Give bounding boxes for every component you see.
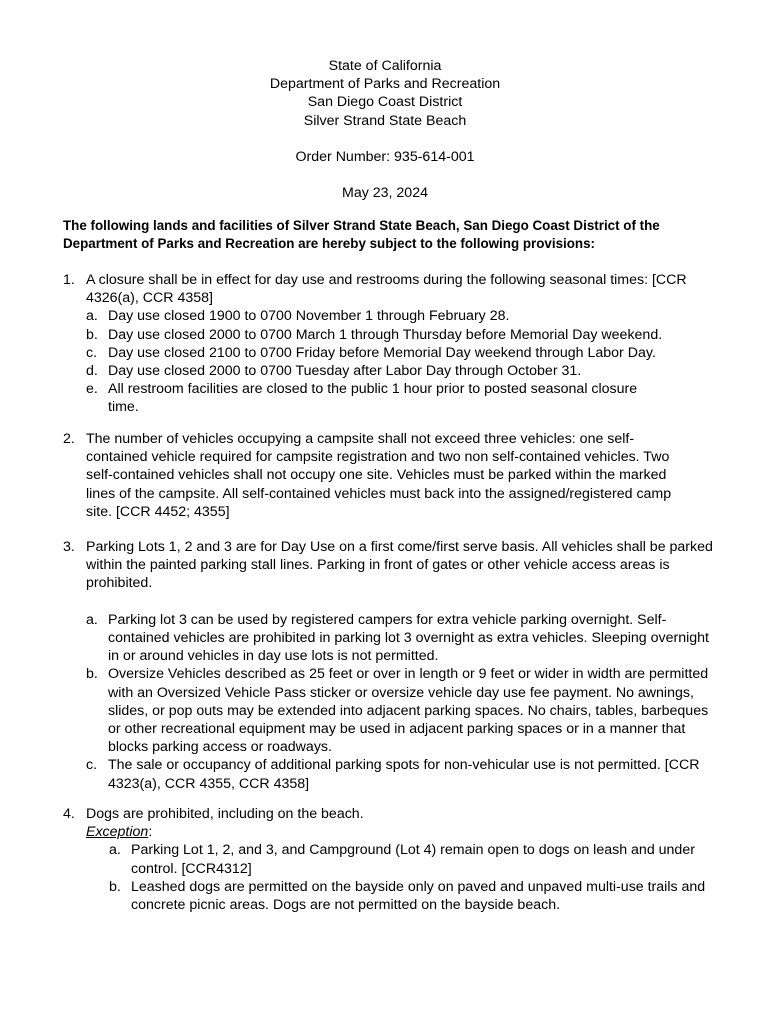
sub-item (86, 326, 713, 344)
item-text: Parking Lots 1, 2 and 3 are for Day Use on a first come/first serve basis. All vehicles shall be parked within the painted parking stall lines. Parking in front of gates or other vehicle access areas is prohibited. (86, 539, 713, 592)
sub-text: Day use closed 2000 to 0700 March 1 through Thursday before Memorial Day weekend. (108, 326, 663, 343)
header-park: Silver Strand State Beach (303, 112, 467, 129)
sub-text: Leashed dogs are permitted on the bayside only on paved and unpaved multi-use trails and concrete picnic areas. Dogs are not permitted on the bayside beach. (131, 878, 706, 914)
sub-letter: a. (109, 842, 121, 859)
intro-paragraph: The following lands and facilities of Silver Strand State Beach, San Diego Coast District of the Department of Parks and Recreation are hereby subject to the following provisions: (63, 218, 660, 252)
sub-text: Parking Lot 1, 2, and 3, and Campground (Lot 4) remain open to dogs on leash and under control. [CCR4312] (131, 842, 695, 877)
document-header (0, 57, 770, 203)
sub-text: Day use closed 2100 to 0700 Friday before Memorial Day weekend through Labor Day. (108, 344, 656, 361)
sub-item (86, 380, 713, 416)
sub-letter: d. (86, 363, 98, 380)
order-number: Order Number: 935-614-001 (295, 148, 475, 165)
sub-text: Oversize Vehicles described as 25 feet or over in length or 9 feet or wider in width are permitted with an Oversized Vehicle Pass sticker or oversize vehicle day use fee payment. No awnings, slides, or pop outs may be extended into adjacent parking spaces. No chairs, tables, barbeques or other recreational equipment may be used in adjacent parking spaces or in a manner that blocks parking access or roadways. (108, 666, 709, 756)
sub-letter: b. (109, 878, 121, 895)
sub-item (86, 756, 713, 792)
sub-item (86, 362, 713, 380)
sub-letter: b. (86, 666, 98, 683)
sub-letter: b. (86, 326, 98, 343)
sub-letter: a. (86, 611, 98, 628)
item-number: 1. (63, 272, 75, 288)
exception-line (86, 823, 713, 841)
header-state: State of California (328, 58, 442, 74)
sub-text: Parking lot 3 can be used by registered campers for extra vehicle parking overnight. Self-contained vehicles are prohibited in parking lot 3 overnight as extra vehicles. Sleeping overnight in or around vehicles in day use lots is not permitted. (108, 611, 709, 665)
item-number: 3. (63, 539, 75, 555)
item-text: A closure shall be in effect for day use and restrooms during the following seasonal times: [CCR 4326(a), CCR 4358] (86, 272, 687, 307)
sub-item (86, 307, 713, 325)
provision-item-4 (63, 805, 713, 914)
sub-letter: c. (86, 344, 98, 361)
provision-item-3 (63, 538, 713, 793)
sub-item (86, 665, 713, 756)
sub-text: Day use closed 1900 to 0700 November 1 through February 28. (108, 308, 510, 325)
item-number: 4. (63, 806, 75, 822)
header-district: San Diego Coast District (307, 94, 463, 111)
sub-item (109, 841, 713, 877)
provision-item-1 (63, 271, 713, 417)
sub-text: All restroom facilities are closed to the public 1 hour prior to posted seasonal closure time. (108, 381, 638, 416)
header-department: Department of Parks and Recreation (269, 76, 501, 93)
item-text: The number of vehicles occupying a campsite shall not exceed three vehicles: one self-contained vehicle required for campsite registration and two non self-contained vehicles. Two self-contained vehicles shall not occupy one site. Vehicles must be parked within the marked lines of the campsite. All self-contained vehicles must back into the assigned/registered camp site. [CCR 4452; 4355] (86, 431, 672, 520)
sub-letter: a. (86, 308, 98, 325)
sub-text: Day use closed 2000 to 0700 Tuesday after Labor Day through October 31. (108, 363, 582, 380)
sub-item (109, 878, 713, 914)
sub-letter: c. (86, 757, 98, 774)
item-number: 2. (63, 431, 75, 447)
exception-label: Exception (86, 824, 149, 841)
document-date: May 23, 2024 (342, 185, 428, 202)
exception-colon: : (148, 824, 153, 841)
sub-item (86, 611, 713, 666)
sub-item (86, 344, 713, 362)
sub-letter: e. (86, 381, 98, 398)
sub-text: The sale or occupancy of additional parking spots for non-vehicular use is not permitted. [CCR 4323(a), CCR 4355, CCR 4358] (108, 757, 700, 792)
item-text: Dogs are prohibited, including on the beach. (86, 806, 364, 822)
provision-item-2 (63, 430, 713, 521)
